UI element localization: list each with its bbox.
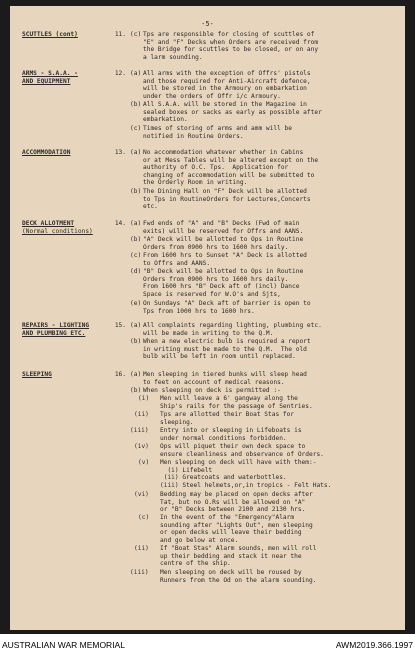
item-label: (b) — [130, 101, 142, 108]
footer-catalogue-number: AWM2019.366.1997 — [335, 640, 413, 650]
paragraph-item — [130, 252, 400, 267]
page-number: -5- — [201, 20, 214, 28]
section-number: 15. — [114, 322, 126, 329]
sub-item-label: (iv) — [134, 443, 149, 450]
paragraph-item — [130, 125, 400, 140]
item-label: (b) — [130, 188, 142, 195]
item-text: "A" Deck will be allotted to Ops in Routine Orders from 0900 hrs to 1600 hrs daily. — [143, 236, 304, 251]
section-heading: SCUTTLES (cont) — [22, 31, 78, 38]
paragraph-item — [130, 338, 400, 361]
section-heading: ACCOMMODATION — [22, 149, 71, 156]
item-label: (a) — [130, 220, 142, 227]
item-label: (a) — [130, 371, 142, 378]
sub-item-text: If "Boat Stas" Alarm sounds, men will roll up their bedding and stack it near the centre of the ship. — [160, 545, 317, 568]
paragraph-item — [130, 220, 400, 235]
heading-text: DECK ALLOTMENT — [22, 220, 75, 227]
paragraph-item — [130, 300, 400, 315]
section-number: 16. — [114, 371, 126, 378]
section-heading: REPAIRS - LIGHTING AND PLUMBING ETC. — [22, 322, 90, 337]
sub-item-text: Bedding may be placed on open decks after Tat, but no O.Rs will be allowed on "A" or "B" Decks between 2100 and 2130 hrs. — [160, 491, 313, 514]
sub-item-label: (vi) — [134, 491, 149, 498]
item-label: (a) — [130, 149, 142, 156]
item-label: (d) — [130, 268, 142, 275]
sub-item-text: Tps are allotted their Boat Stas for sleeping. — [160, 411, 295, 426]
sub-item-label: (i) — [138, 395, 150, 402]
paragraph-item — [130, 236, 400, 251]
item-text: When a new electric bulb is required a report in writing must be made to the Q.M. The old bulb will be left in room until replaced. — [143, 338, 311, 361]
paragraph-item — [130, 70, 400, 100]
footer-institution: AUSTRALIAN WAR MEMORIAL — [2, 640, 125, 650]
item-text: Men sleeping in tiered bunks will sleep head to feet on account of medical reasons. — [143, 371, 307, 386]
section-subheading: (Normal conditions) — [22, 227, 93, 235]
item-label: (a) — [130, 322, 142, 329]
section-number: 12. — [114, 70, 126, 77]
paragraph-item — [130, 371, 400, 386]
section-heading: SLEEPING — [22, 371, 52, 378]
paragraph-item — [130, 322, 400, 337]
item-label: (c) — [130, 31, 142, 38]
sub-item-text: Men sleeping on deck will be roused by Runners from the Od on the alarm sounding. — [160, 569, 317, 584]
item-text: All S.A.A. will be stored in the Magazine in sealed boxes or sacks as early as possible after embarkation. — [143, 101, 322, 124]
sub-item-text: Ops will piquet their own deck space to ensure cleanliness and observance of Orders. — [160, 443, 324, 458]
item-label: (b) — [130, 387, 142, 394]
item-text: When sleeping on deck is permitted :- — [143, 387, 281, 394]
item-text: All complaints regarding lighting, plumbing etc. will be made in writing to the Q.M. — [143, 322, 322, 337]
section-number: 13. — [114, 149, 126, 156]
item-label: (b) — [130, 236, 142, 243]
document-page — [10, 6, 405, 630]
paragraph-item — [130, 188, 400, 211]
paragraph-item — [130, 101, 400, 124]
paragraph-item — [130, 31, 400, 61]
section-number: 11. — [114, 31, 126, 38]
item-label: (c) — [130, 252, 142, 259]
paragraph-item — [130, 387, 400, 395]
sub-item-text: Entry into or sleeping in Lifeboats is under normal conditions forbidden. — [160, 427, 302, 442]
item-label: (c) — [130, 125, 142, 132]
section-heading: ARMS - S.A.A. - AND EQUIPMENT — [22, 70, 78, 85]
paragraph-item — [130, 149, 400, 187]
archive-footer — [0, 634, 415, 653]
sub-item-text: In the event of the "Emergency"Alarm sounding after "Lights Out", men sleeping or open decks will leave their bedding and go below at once. — [160, 514, 313, 544]
item-text: Tps are responsible for closing of scuttles of "E" and "F" Decks when Orders are received from the Bridge for scuttles to be closed, or on any a larm sounding. — [143, 31, 319, 61]
item-text: On Sundays "A" Deck aft of barrier is open to Tps from 1000 hrs to 1600 hrs. — [143, 300, 311, 315]
item-text: The Dining Hall on "F" Deck will be allotted to Tps in RoutineOrders for Lectures,Concerts etc. — [143, 188, 311, 211]
item-text: Fwd ends of "A" and "B" Decks (Fwd of main exits) will be reserved for Offrs and AANS. — [143, 220, 304, 235]
item-text: No accommodation whatever whether in Cabins or at Mess Tables will be altered except on the authority of O.C. Tps. Application for changing of accommodation will be submitted to the Orderly Room in writing. — [143, 149, 319, 187]
item-label: (a) — [130, 70, 142, 77]
item-label: (b) — [130, 338, 142, 345]
item-text: All arms with the exception of Offrs' pistols and those required for Anti-Aircraft defence, will be stored in the Armoury on embarkation under the orders of Offr i/c Armoury. — [143, 70, 311, 100]
item-text: Times of storing of arms and amm will be notified in Routine Orders. — [143, 125, 293, 140]
sub-item-label: (iii) — [130, 569, 149, 576]
sub-item-text: Men sleeping on deck will have with them:- (i) Lifebelt (ii) Greatcoats and waterbottles. (iii) Steel helmets,or,in tropics - Felt Hats. — [160, 459, 332, 489]
section-heading — [22, 220, 102, 235]
item-label: (e) — [130, 300, 142, 307]
sub-item-label: (ii) — [134, 411, 149, 418]
sub-item-text: Men will leave a 6' gangway along the Ship's rails for the passage of Sentries. — [160, 395, 313, 410]
sub-item-label: (ii) — [134, 545, 149, 552]
item-text: From 1600 hrs to Sunset "A" Deck is allotted to Offrs and AANS. — [143, 252, 307, 267]
section-number: 14. — [114, 220, 126, 227]
sub-item-label: (v) — [138, 459, 150, 466]
sub-item-label: (iii) — [130, 427, 149, 434]
paragraph-item — [130, 268, 400, 298]
sub-item-label: (c) — [138, 514, 150, 521]
item-text: "B" Deck will be allotted to Ops in Routine Orders from 0900 hrs to 1600 hrs daily. From 1600 hrs "B" Deck aft of (incl) Dance Space is reserved for W.O's and Sjts, — [143, 268, 304, 298]
